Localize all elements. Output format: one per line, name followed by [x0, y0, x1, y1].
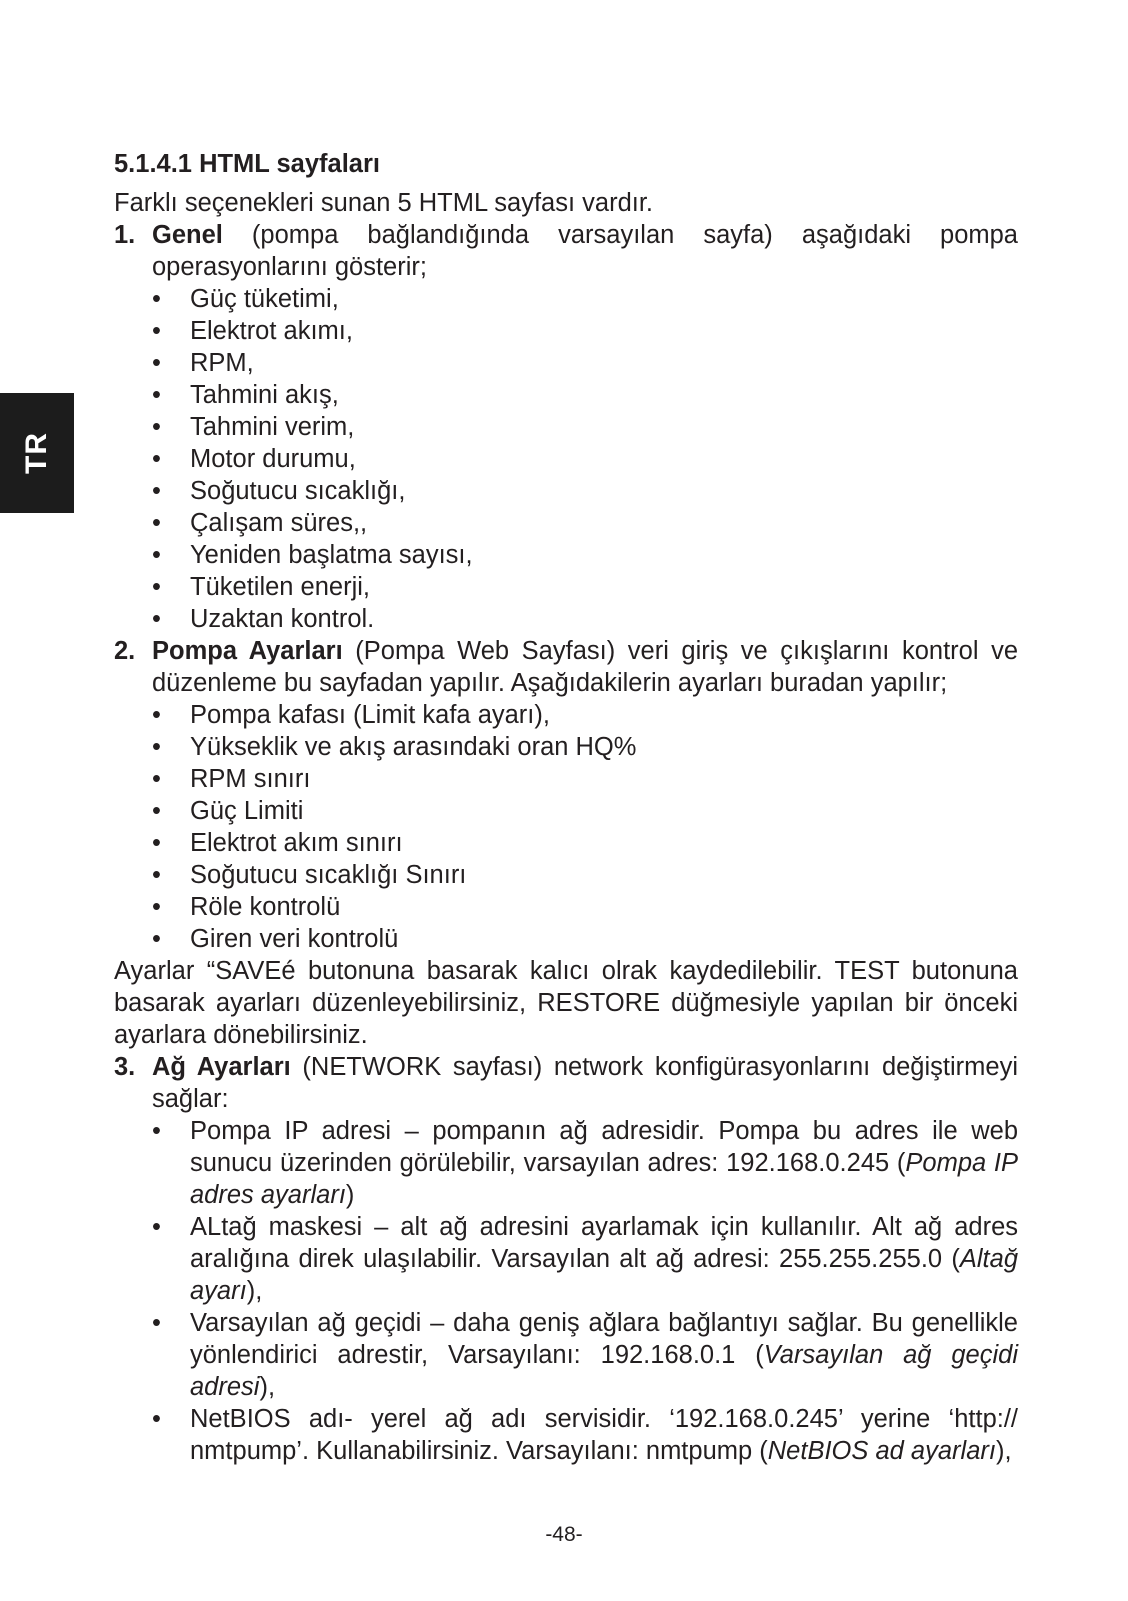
- item-number: 2.: [114, 637, 136, 665]
- bullet-italic-text: Pompa IP adres ayarları: [190, 1149, 1018, 1209]
- item-number: 3.: [114, 1053, 136, 1081]
- list-item: • Röle kontrolü: [152, 891, 1018, 923]
- bullet-text: NetBIOS adı- yerel ağ adı servisidir. ‘192.168.0.245’ yerine ‘http:// nmtpump’. Kullanabilirsiniz. Varsayılanı: nmtpump (: [190, 1405, 1018, 1465]
- list-item: • Yeniden başlatma sayısı,: [152, 539, 1018, 571]
- bullet-text: Pompa IP adresi – pompanın ağ adresidir. Pompa bu adres ile web sunucu üzerinden görülebilir, varsayılan adres: 192.168.0.245 (: [190, 1117, 1018, 1177]
- list-item: • Güç tüketimi,: [152, 283, 1018, 315]
- item-title: Genel: [152, 221, 223, 249]
- list-item: [152, 1115, 1018, 1211]
- language-tab: [0, 393, 74, 513]
- bullet-text: Varsayılan ağ geçidi – daha geniş ağlara bağlantıyı sağlar. Bu genellikle yönlendirici adrestir, Varsayılanı: 192.168.0.1 (: [190, 1309, 1018, 1369]
- list-item: • Giren veri kontrolü: [152, 923, 1018, 955]
- item-text: (NETWORK sayfası) network konfigürasyonlarını değiştirmeyi sağlar:: [152, 1053, 1018, 1113]
- list-item: • Elektrot akımı,: [152, 315, 1018, 347]
- bullet-italic-text: Varsayılan ağ geçidi adresi: [190, 1341, 1018, 1401]
- bullet-end-text: ),: [995, 1437, 1012, 1465]
- list-item: • Elektrot akım sınırı: [152, 827, 1018, 859]
- list-item: • Uzaktan kontrol.: [152, 603, 1018, 635]
- bullet-italic-text: Altağ ayarı: [190, 1245, 1018, 1305]
- list-item: [152, 1307, 1018, 1403]
- settings-paragraph: Ayarlar “SAVEé butonuna basarak kalıcı olrak kaydedilebilir. TEST butonuna basarak ayarları düzenleyebilirsiniz, RESTORE düğmesiyle yapılan bir önceki ayarlara dönebilirsiniz.: [114, 957, 1018, 1049]
- list-item: • Tahmini akış,: [152, 379, 1018, 411]
- section-heading: 5.1.4.1 HTML sayfaları: [114, 150, 380, 178]
- list-item: [152, 1211, 1018, 1307]
- network-bullet-list: [114, 1115, 1018, 1467]
- general-bullet-list: [114, 283, 1018, 635]
- bullet-text: ALtağ maskesi – alt ağ adresini ayarlamak için kullanılır. Alt ağ adres aralığına direk ulaşılabilir. Varsayılan alt ağ adresi: 255.255.255.0 (: [190, 1213, 1018, 1273]
- list-item: • Soğutucu sıcaklığı Sınırı: [152, 859, 1018, 891]
- bullet-end-text: ): [345, 1181, 355, 1209]
- language-tab-label: TR: [20, 432, 53, 474]
- list-item: [152, 1403, 1018, 1467]
- list-item: • Tahmini verim,: [152, 411, 1018, 443]
- item-network-settings: [114, 1051, 1018, 1115]
- list-item: • Yükseklik ve akış arasındaki oran HQ%: [152, 731, 1018, 763]
- item-text: (Pompa Web Sayfası) veri giriş ve çıkışlarını kontrol ve düzenleme bu sayfadan yapılır. Aşağıdakilerin ayarları buradan yapılır;: [152, 637, 1018, 697]
- list-item: • Soğutucu sıcaklığı,: [152, 475, 1018, 507]
- item-pump-settings: [114, 635, 1018, 699]
- list-item: • Güç Limiti: [152, 795, 1018, 827]
- list-item: • Pompa kafası (Limit kafa ayarı),: [152, 699, 1018, 731]
- item-title: Pompa Ayarları: [152, 637, 343, 665]
- item-number: 1.: [114, 221, 136, 249]
- item-text: (pompa bağlandığında varsayılan sayfa) aşağıdaki pompa operasyonlarını gösterir;: [152, 221, 1018, 281]
- bullet-italic-text: NetBIOS ad ayarları: [767, 1437, 996, 1465]
- item-general: [114, 219, 1018, 283]
- document-body: [114, 148, 1018, 1467]
- item-title: Ağ Ayarları: [152, 1053, 291, 1081]
- list-item: • Motor durumu,: [152, 443, 1018, 475]
- list-item: • RPM,: [152, 347, 1018, 379]
- bullet-end-text: ),: [259, 1373, 276, 1401]
- list-item: • Tüketilen enerji,: [152, 571, 1018, 603]
- pump-settings-bullet-list: [114, 699, 1018, 955]
- list-item: • Çalışam süres,,: [152, 507, 1018, 539]
- bullet-end-text: ),: [246, 1277, 263, 1305]
- list-item: • RPM sınırı: [152, 763, 1018, 795]
- page-number: -48-: [545, 1523, 583, 1546]
- section-intro: Farklı seçenekleri sunan 5 HTML sayfası vardır.: [114, 189, 654, 217]
